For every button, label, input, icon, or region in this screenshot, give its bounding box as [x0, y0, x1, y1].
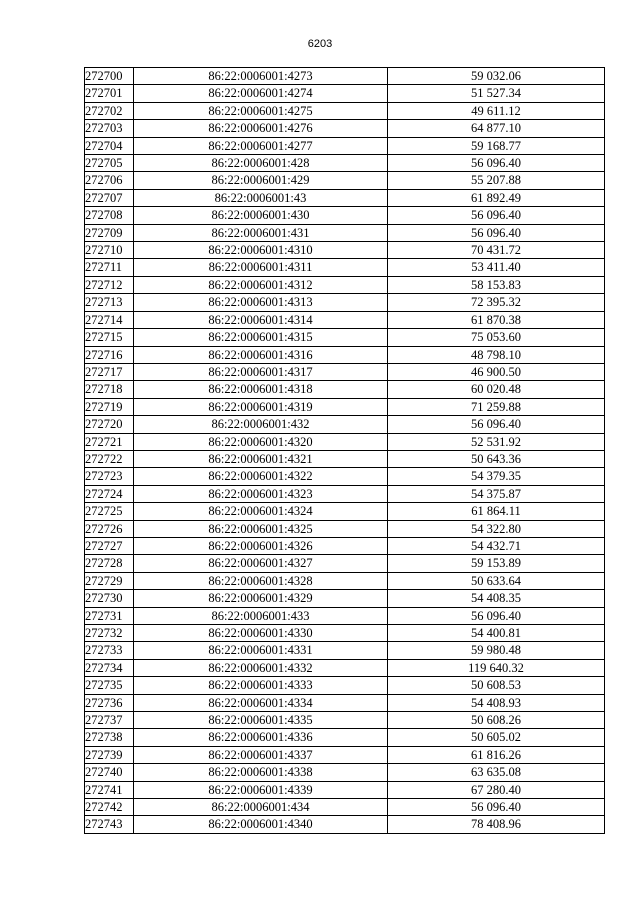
table-row	[85, 189, 605, 206]
cadastral-value-cell: 64 877.10	[388, 120, 605, 137]
table-row	[85, 381, 605, 398]
cadastral-value-cell: 50 643.36	[388, 450, 605, 467]
cadastral-value-cell: 50 633.64	[388, 572, 605, 589]
cadastral-number-cell: 86:22:0006001:4275	[134, 102, 388, 119]
cadastral-number-cell: 86:22:0006001:4315	[134, 329, 388, 346]
table-row	[85, 346, 605, 363]
cadastral-number-cell: 86:22:0006001:4277	[134, 137, 388, 154]
row-number-cell: 272721	[85, 433, 134, 450]
table-row	[85, 433, 605, 450]
table-row	[85, 329, 605, 346]
row-number-cell: 272720	[85, 416, 134, 433]
table-row	[85, 572, 605, 589]
cadastral-value-cell: 54 379.35	[388, 468, 605, 485]
table-row	[85, 363, 605, 380]
cadastral-number-cell: 86:22:0006001:4276	[134, 120, 388, 137]
row-number-cell: 272743	[85, 816, 134, 833]
cadastral-number-cell: 86:22:0006001:434	[134, 799, 388, 816]
cadastral-value-cell: 54 375.87	[388, 485, 605, 502]
table-row	[85, 677, 605, 694]
table-row	[85, 694, 605, 711]
row-number-cell: 272706	[85, 172, 134, 189]
row-number-cell: 272705	[85, 155, 134, 172]
row-number-cell: 272711	[85, 259, 134, 276]
cadastral-value-cell: 70 431.72	[388, 242, 605, 259]
table-row	[85, 816, 605, 833]
cadastral-value-cell: 67 280.40	[388, 781, 605, 798]
cadastral-value-cell: 119 640.32	[388, 659, 605, 676]
cadastral-value-cell: 54 408.93	[388, 694, 605, 711]
row-number-cell: 272726	[85, 520, 134, 537]
table-row	[85, 137, 605, 154]
row-number-cell: 272718	[85, 381, 134, 398]
table-row	[85, 625, 605, 642]
row-number-cell: 272739	[85, 746, 134, 763]
page-number: 6203	[307, 38, 333, 50]
cadastral-number-cell: 86:22:0006001:4332	[134, 659, 388, 676]
cadastral-number-cell: 86:22:0006001:4312	[134, 276, 388, 293]
row-number-cell: 272727	[85, 537, 134, 554]
table-row	[85, 537, 605, 554]
table-row	[85, 172, 605, 189]
cadastral-value-cell: 61 816.26	[388, 746, 605, 763]
row-number-cell: 272735	[85, 677, 134, 694]
table-row	[85, 607, 605, 624]
cadastral-number-cell: 86:22:0006001:433	[134, 607, 388, 624]
cadastral-value-cell: 46 900.50	[388, 363, 605, 380]
cadastral-number-cell: 86:22:0006001:4323	[134, 485, 388, 502]
cadastral-value-cell: 53 411.40	[388, 259, 605, 276]
cadastral-value-cell: 75 053.60	[388, 329, 605, 346]
cadastral-value-cell: 59 032.06	[388, 68, 605, 85]
cadastral-number-cell: 86:22:0006001:429	[134, 172, 388, 189]
table-row	[85, 520, 605, 537]
cadastral-number-cell: 86:22:0006001:4335	[134, 712, 388, 729]
row-number-cell: 272709	[85, 224, 134, 241]
row-number-cell: 272701	[85, 85, 134, 102]
table-row	[85, 224, 605, 241]
cadastral-number-cell: 86:22:0006001:4337	[134, 746, 388, 763]
table-row	[85, 729, 605, 746]
cadastral-value-cell: 55 207.88	[388, 172, 605, 189]
row-number-cell: 272741	[85, 781, 134, 798]
table-row	[85, 242, 605, 259]
cadastral-number-cell: 86:22:0006001:4328	[134, 572, 388, 589]
row-number-cell: 272733	[85, 642, 134, 659]
cadastral-value-cell: 61 864.11	[388, 503, 605, 520]
row-number-cell: 272713	[85, 294, 134, 311]
cadastral-number-cell: 86:22:0006001:4329	[134, 590, 388, 607]
cadastral-number-cell: 86:22:0006001:4340	[134, 816, 388, 833]
row-number-cell: 272715	[85, 329, 134, 346]
cadastral-number-cell: 86:22:0006001:4319	[134, 398, 388, 415]
row-number-cell: 272704	[85, 137, 134, 154]
row-number-cell: 272714	[85, 311, 134, 328]
row-number-cell: 272731	[85, 607, 134, 624]
cadastral-value-cell: 56 096.40	[388, 799, 605, 816]
cadastral-number-cell: 86:22:0006001:4326	[134, 537, 388, 554]
row-number-cell: 272729	[85, 572, 134, 589]
table-row	[85, 102, 605, 119]
table-row	[85, 155, 605, 172]
table-row	[85, 85, 605, 102]
cadastral-number-cell: 86:22:0006001:4336	[134, 729, 388, 746]
cadastral-number-cell: 86:22:0006001:4314	[134, 311, 388, 328]
row-number-cell: 272730	[85, 590, 134, 607]
cadastral-value-cell: 72 395.32	[388, 294, 605, 311]
table-row	[85, 398, 605, 415]
table-row	[85, 642, 605, 659]
row-number-cell: 272734	[85, 659, 134, 676]
cadastral-value-cell: 56 096.40	[388, 416, 605, 433]
cadastral-value-cell: 59 168.77	[388, 137, 605, 154]
table-row	[85, 712, 605, 729]
table-row	[85, 590, 605, 607]
row-number-cell: 272707	[85, 189, 134, 206]
cadastral-value-cell: 56 096.40	[388, 155, 605, 172]
cadastral-value-cell: 54 408.35	[388, 590, 605, 607]
table-row	[85, 503, 605, 520]
cadastral-value-cell: 78 408.96	[388, 816, 605, 833]
cadastral-value-cell: 49 611.12	[388, 102, 605, 119]
cadastral-value-cell: 50 605.02	[388, 729, 605, 746]
row-number-cell: 272702	[85, 102, 134, 119]
table-row	[85, 781, 605, 798]
table-row	[85, 311, 605, 328]
table-row	[85, 764, 605, 781]
cadastral-number-cell: 86:22:0006001:4321	[134, 450, 388, 467]
table-row	[85, 416, 605, 433]
cadastral-number-cell: 86:22:0006001:4311	[134, 259, 388, 276]
row-number-cell: 272723	[85, 468, 134, 485]
row-number-cell: 272708	[85, 207, 134, 224]
row-number-cell: 272738	[85, 729, 134, 746]
table-row	[85, 450, 605, 467]
row-number-cell: 272712	[85, 276, 134, 293]
table-row	[85, 294, 605, 311]
cadastral-value-cell: 54 400.81	[388, 625, 605, 642]
cadastral-number-cell: 86:22:0006001:4339	[134, 781, 388, 798]
table-row	[85, 276, 605, 293]
table-row	[85, 659, 605, 676]
cadastral-value-cell: 61 892.49	[388, 189, 605, 206]
cadastral-value-cell: 60 020.48	[388, 381, 605, 398]
cadastral-number-cell: 86:22:0006001:4327	[134, 555, 388, 572]
cadastral-number-cell: 86:22:0006001:432	[134, 416, 388, 433]
row-number-cell: 272719	[85, 398, 134, 415]
cadastral-number-cell: 86:22:0006001:4273	[134, 68, 388, 85]
cadastral-value-cell: 61 870.38	[388, 311, 605, 328]
cadastral-value-cell: 59 980.48	[388, 642, 605, 659]
row-number-cell: 272742	[85, 799, 134, 816]
cadastral-value-table	[84, 67, 605, 834]
cadastral-number-cell: 86:22:0006001:4325	[134, 520, 388, 537]
cadastral-number-cell: 86:22:0006001:4313	[134, 294, 388, 311]
cadastral-number-cell: 86:22:0006001:431	[134, 224, 388, 241]
row-number-cell: 272740	[85, 764, 134, 781]
cadastral-number-cell: 86:22:0006001:4333	[134, 677, 388, 694]
table-row	[85, 485, 605, 502]
row-number-cell: 272703	[85, 120, 134, 137]
table-row	[85, 120, 605, 137]
cadastral-number-cell: 86:22:0006001:4310	[134, 242, 388, 259]
row-number-cell: 272732	[85, 625, 134, 642]
cadastral-number-cell: 86:22:0006001:4330	[134, 625, 388, 642]
cadastral-number-cell: 86:22:0006001:4334	[134, 694, 388, 711]
cadastral-value-cell: 50 608.26	[388, 712, 605, 729]
cadastral-value-cell: 51 527.34	[388, 85, 605, 102]
row-number-cell: 272724	[85, 485, 134, 502]
table-row	[85, 468, 605, 485]
row-number-cell: 272716	[85, 346, 134, 363]
row-number-cell: 272717	[85, 363, 134, 380]
cadastral-number-cell: 86:22:0006001:428	[134, 155, 388, 172]
cadastral-value-cell: 59 153.89	[388, 555, 605, 572]
cadastral-number-cell: 86:22:0006001:430	[134, 207, 388, 224]
row-number-cell: 272725	[85, 503, 134, 520]
cadastral-value-cell: 54 432.71	[388, 537, 605, 554]
cadastral-value-cell: 56 096.40	[388, 224, 605, 241]
cadastral-value-cell: 52 531.92	[388, 433, 605, 450]
cadastral-number-cell: 86:22:0006001:4338	[134, 764, 388, 781]
table-body	[85, 68, 605, 834]
cadastral-number-cell: 86:22:0006001:4317	[134, 363, 388, 380]
row-number-cell: 272722	[85, 450, 134, 467]
table-row	[85, 555, 605, 572]
table-row	[85, 746, 605, 763]
row-number-cell: 272737	[85, 712, 134, 729]
cadastral-value-cell: 71 259.88	[388, 398, 605, 415]
row-number-cell: 272700	[85, 68, 134, 85]
cadastral-number-cell: 86:22:0006001:4316	[134, 346, 388, 363]
cadastral-value-cell: 58 153.83	[388, 276, 605, 293]
cadastral-value-cell: 56 096.40	[388, 207, 605, 224]
cadastral-number-cell: 86:22:0006001:4324	[134, 503, 388, 520]
row-number-cell: 272736	[85, 694, 134, 711]
row-number-cell: 272728	[85, 555, 134, 572]
cadastral-value-cell: 50 608.53	[388, 677, 605, 694]
cadastral-value-cell: 48 798.10	[388, 346, 605, 363]
cadastral-number-cell: 86:22:0006001:43	[134, 189, 388, 206]
cadastral-number-cell: 86:22:0006001:4331	[134, 642, 388, 659]
cadastral-number-cell: 86:22:0006001:4274	[134, 85, 388, 102]
cadastral-number-cell: 86:22:0006001:4322	[134, 468, 388, 485]
cadastral-value-cell: 56 096.40	[388, 607, 605, 624]
table-row	[85, 799, 605, 816]
table-row	[85, 68, 605, 85]
cadastral-number-cell: 86:22:0006001:4320	[134, 433, 388, 450]
cadastral-value-cell: 54 322.80	[388, 520, 605, 537]
row-number-cell: 272710	[85, 242, 134, 259]
cadastral-value-cell: 63 635.08	[388, 764, 605, 781]
cadastral-number-cell: 86:22:0006001:4318	[134, 381, 388, 398]
table-row	[85, 259, 605, 276]
table-row	[85, 207, 605, 224]
